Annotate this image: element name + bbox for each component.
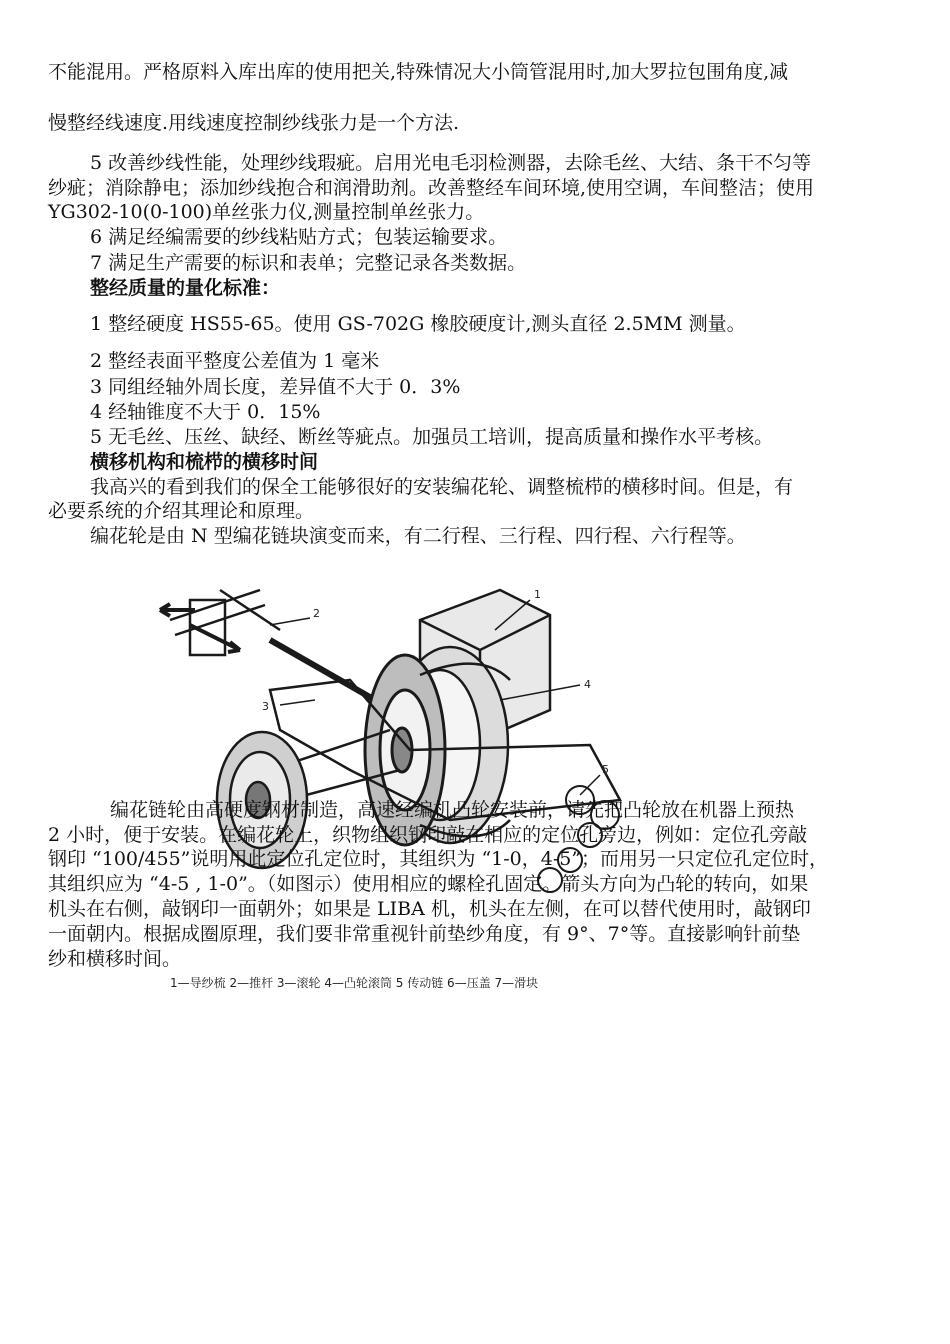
figure-label: 3 — [262, 700, 269, 713]
paragraph-line: 7 满足生产需要的标识和表单；完整记录各类数据。 — [90, 252, 527, 274]
paragraph-line: 4 经轴锥度不大于 0．15% — [90, 401, 321, 423]
paragraph-line: 钢印 “100/455”说明用此定位孔定位时，其组织为 “1-0，4-5”；而用另一只定位孔定位时， — [48, 848, 829, 870]
paragraph-line: 2 小时，便于安装。在编花轮上，织物组织钢印敲在相应的定位孔旁边，例如：定位孔旁敲 — [48, 824, 808, 846]
figure-label: 1 — [534, 588, 541, 601]
paragraph-line: YG302-10(0-100)单丝张力仪,测量控制单丝张力。 — [48, 201, 485, 223]
figure-caption: 1—导纱梳 2—推杆 3—滚轮 4—凸轮滚筒 5 传动链 6—压盖 7—滑块 — [170, 976, 539, 990]
figure-label: 4 — [584, 678, 591, 691]
paragraph-line: 3 同组经轴外周长度，差异值不大于 0．3% — [90, 376, 461, 398]
paragraph-line: 2 整经表面平整度公差值为 1 毫米 — [90, 350, 380, 372]
paragraph-line: 不能混用。严格原料入库出库的使用把关,特殊情况大小筒管混用时,加大罗拉包围角度,减 — [48, 61, 789, 83]
paragraph-line: 5 改善纱线性能，处理纱线瑕疵。启用光电毛羽检测器，去除毛丝、大结、条干不匀等 — [90, 152, 812, 174]
paragraph-line: 1 整经硬度 HS55-65。使用 GS-702G 橡胶硬度计,测头直径 2.5MM 测量。 — [90, 313, 746, 335]
paragraph-line: 必要系统的介绍其理论和原理。 — [48, 500, 315, 522]
paragraph-line: 5 无毛丝、压丝、缺经、断丝等疵点。加强员工培训，提高质量和操作水平考核。 — [90, 426, 774, 448]
paragraph-line: 慢整经线速度.用线速度控制纱线张力是一个方法. — [48, 112, 460, 134]
figure-label: 2 — [313, 607, 320, 620]
paragraph-line: 我高兴的看到我们的保全工能够很好的安装编花轮、调整梳栉的横移时间。但是，有 — [90, 476, 794, 498]
paragraph-line: 编花轮是由 N 型编花链块演变而来，有二行程、三行程、四行程、六行程等。 — [90, 525, 746, 547]
section-heading: 横移机构和梳栉的横移时间 — [90, 451, 319, 473]
paragraph-line: 一面朝内。根据成圈原理，我们要非常重视针前垫纱角度，有 9°、7°等。直接影响针前垫 — [48, 923, 801, 945]
paragraph-line: 其组织应为 “4-5 , 1-0”。（如图示）使用相应的螺栓孔固定。箭头方向为凸轮的转向，如果 — [48, 873, 809, 895]
paragraph-line: 纱和横移时间。 — [48, 948, 182, 970]
figure-label: 5 — [602, 763, 609, 776]
paragraph-line: 机头在右侧，敲钢印一面朝外；如果是 LIBA 机，机头在左侧，在可以替代使用时，敲钢印 — [48, 898, 811, 920]
paragraph-line: 编花链轮由高硬度钢材制造，高速经编机凸轮安装前，请先把凸轮放在机器上预热 — [110, 799, 795, 821]
paragraph-line: 纱疵；消除静电；添加纱线抱合和润滑助剂。改善整经车间环境,使用空调，车间整洁；使用 — [48, 177, 815, 199]
paragraph-line: 6 满足经编需要的纱线粘贴方式；包装运输要求。 — [90, 226, 508, 248]
section-heading: 整经质量的量化标准： — [90, 277, 281, 299]
